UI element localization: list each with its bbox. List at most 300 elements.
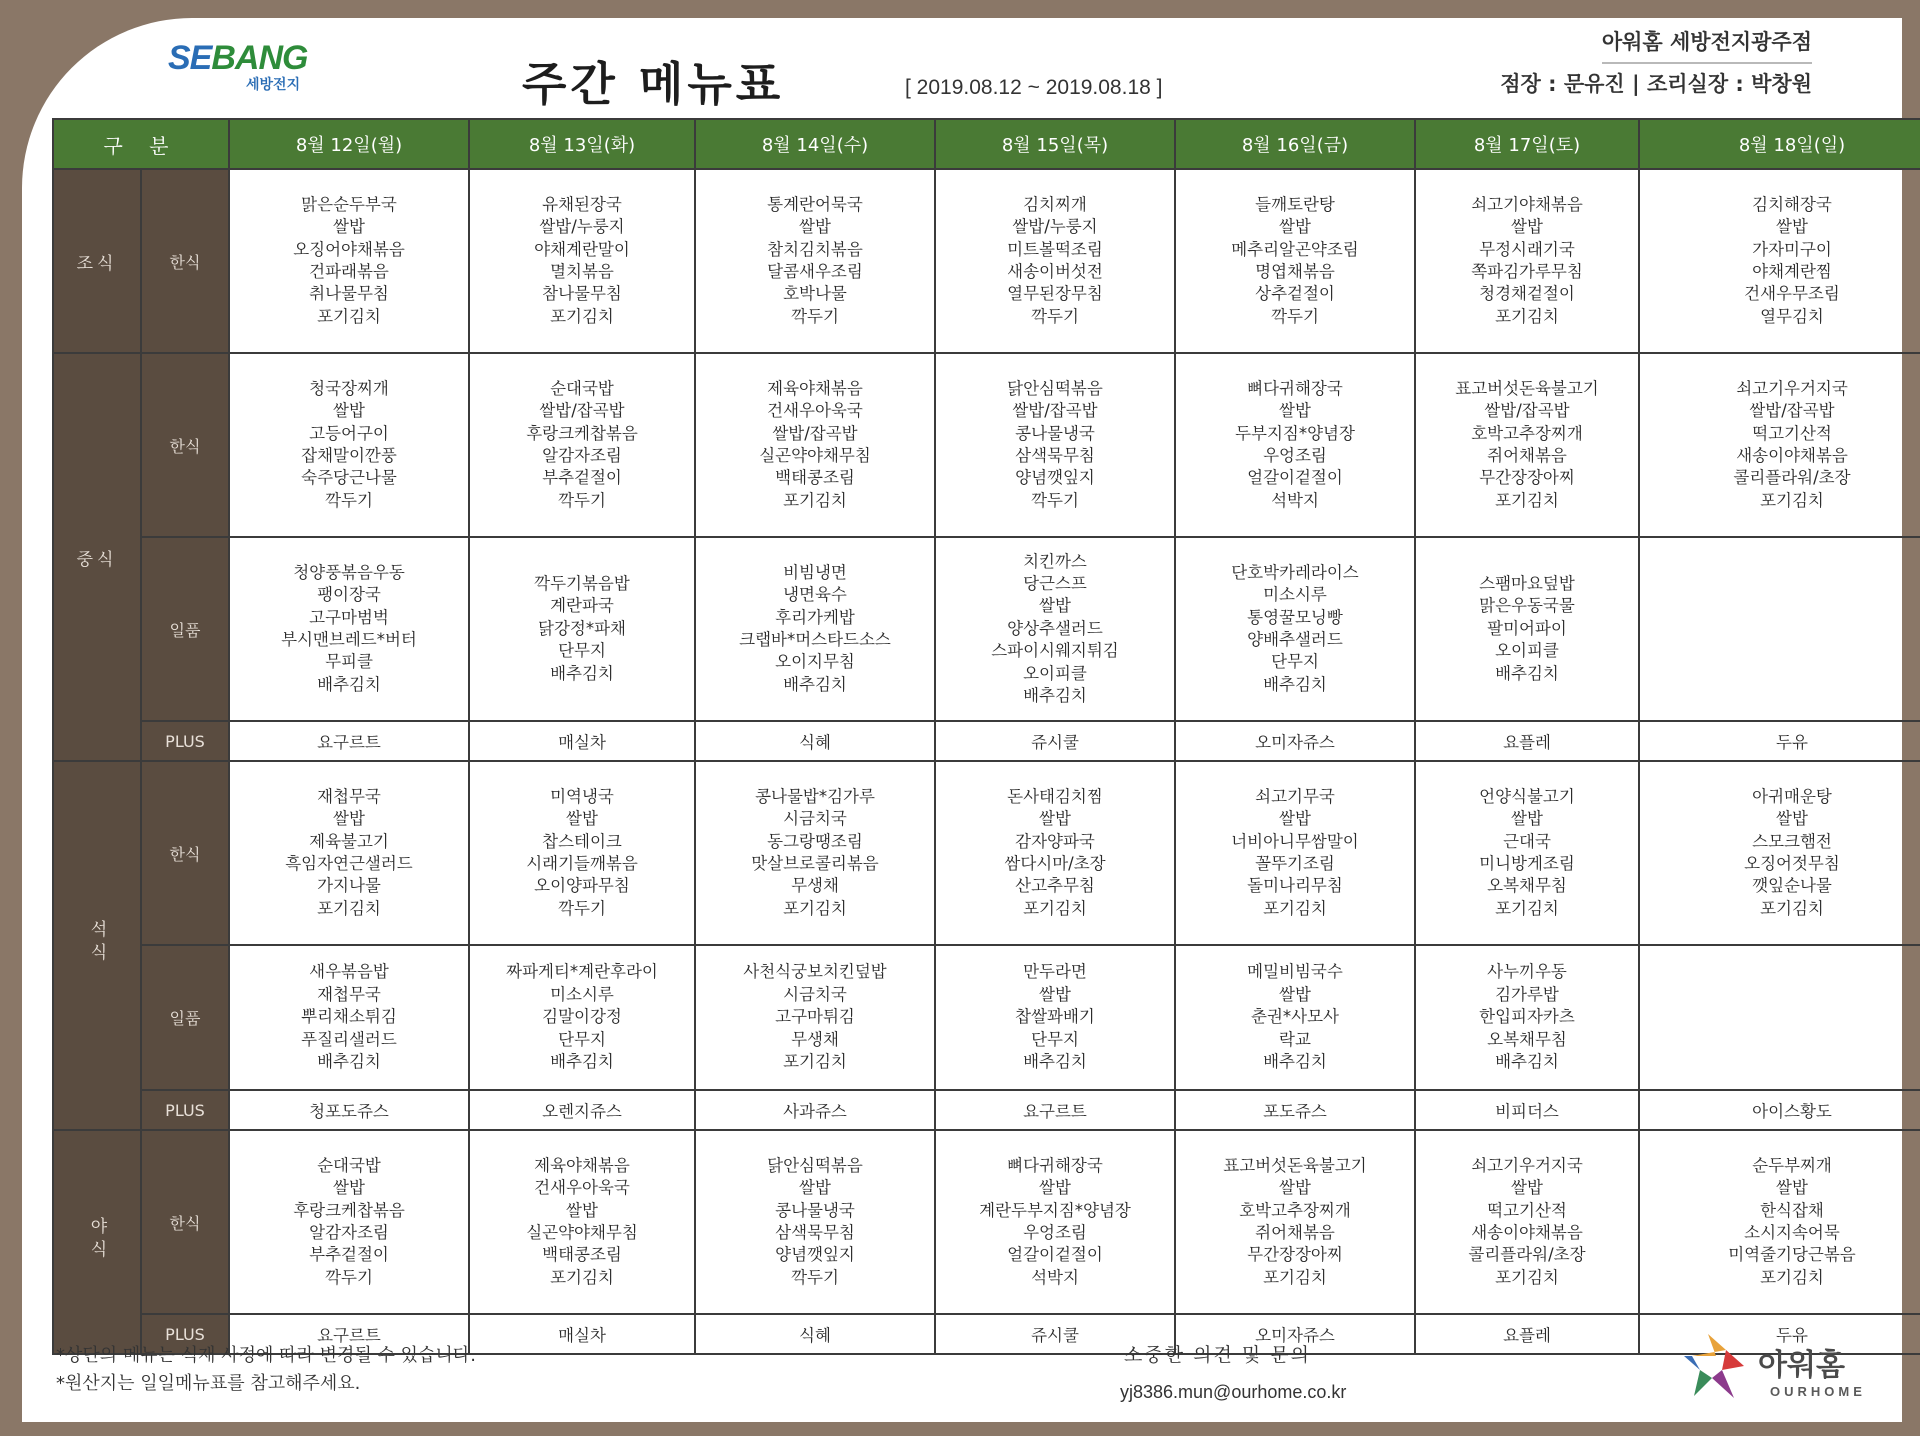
plus-item: 사과쥬스 xyxy=(695,1090,935,1130)
menu-item: 오복채무침 xyxy=(1487,876,1567,896)
contact-title: 소중한 의견 및 문의 xyxy=(1124,1344,1311,1366)
date-range: [ 2019.08.12 ~ 2019.08.18 ] xyxy=(905,76,1163,99)
plus-item: 오렌지쥬스 xyxy=(469,1090,695,1130)
menu-item: 호박나물 xyxy=(783,284,847,304)
menu-cell xyxy=(1415,169,1639,353)
menu-cell xyxy=(1175,353,1415,537)
menu-item: 깍두기 xyxy=(1031,306,1079,326)
menu-item: 쇠고기우거지국 xyxy=(1736,378,1848,398)
menu-item: 뼈다귀해장국 xyxy=(1247,378,1343,398)
menu-item: 포기김치 xyxy=(1760,490,1824,510)
menu-item: 포기김치 xyxy=(783,1052,847,1072)
plus-item: 청포도쥬스 xyxy=(229,1090,469,1130)
menu-item: 상추겉절이 xyxy=(1255,284,1335,304)
menu-item: 쌀밥/누룽지 xyxy=(539,217,625,237)
menu-item: 새송이버섯전 xyxy=(1007,262,1103,281)
menu-item: 배추김치 xyxy=(550,1052,614,1072)
menu-cell xyxy=(935,1130,1175,1314)
menu-item: 쌀밥 xyxy=(333,217,365,237)
menu-item: 깍두기 xyxy=(325,490,373,510)
menu-item: 오징어젓무침 xyxy=(1744,854,1840,873)
menu-item: 깍두기 xyxy=(1271,306,1319,326)
menu-cell xyxy=(229,537,469,721)
menu-item: 포기김치 xyxy=(783,490,847,510)
menu-item: 배추김치 xyxy=(1495,1052,1559,1072)
menu-item: 실곤약야채무침 xyxy=(759,446,871,465)
menu-item: 배추김치 xyxy=(1495,663,1559,683)
menu-item: 쌀밥/잡곡밥 xyxy=(1012,401,1098,421)
menu-item: 쥐어채볶음 xyxy=(1487,446,1567,465)
menu-item: 무간장장아찌 xyxy=(1247,1245,1343,1265)
menu-cell xyxy=(1415,761,1639,945)
menu-item: 한식잡채 xyxy=(1760,1200,1824,1220)
menu-item: 락교 xyxy=(1279,1029,1311,1049)
plus-item: 매실차 xyxy=(469,1314,695,1354)
type-label-korean: 한식 xyxy=(141,761,229,945)
menu-item: 배추김치 xyxy=(1263,1052,1327,1072)
menu-item: 청경채겉절이 xyxy=(1479,284,1575,304)
menu-item: 통영꿀모닝빵 xyxy=(1247,607,1343,627)
menu-item: 배추김치 xyxy=(317,1052,381,1072)
menu-cell xyxy=(695,537,935,721)
menu-item: 쌀밥 xyxy=(1279,1178,1311,1198)
menu-item: 쌀밥 xyxy=(566,1200,598,1220)
type-label-plus: PLUS xyxy=(141,1090,229,1130)
plus-item: 요구르트 xyxy=(229,721,469,761)
logo-accent: SE xyxy=(168,39,212,77)
menu-item: 건새우무조림 xyxy=(1744,284,1840,304)
menu-item: 부시맨브레드*버터 xyxy=(281,630,417,649)
menu-item: 새우볶음밥 xyxy=(309,962,389,982)
menu-item: 취나물무침 xyxy=(309,284,389,304)
menu-item: 콩나물밥*김가루 xyxy=(755,786,875,806)
menu-item: 쌀밥 xyxy=(566,809,598,829)
menu-item: 언양식불고기 xyxy=(1479,786,1575,806)
menu-item: 호박고추장찌개 xyxy=(1239,1200,1351,1220)
menu-item: 포기김치 xyxy=(317,898,381,918)
type-label-korean: 한식 xyxy=(141,353,229,537)
lunch-korean-row xyxy=(53,353,1920,537)
menu-cell xyxy=(695,169,935,353)
type-label-plus: PLUS xyxy=(141,1314,229,1354)
menu-item: 찹쌀꽈배기 xyxy=(1015,1007,1095,1027)
plus-item: 쥬시쿨 xyxy=(935,721,1175,761)
menu-cell xyxy=(935,169,1175,353)
meal-label-breakfast: 조식 xyxy=(53,169,141,353)
lunch-special-row xyxy=(53,537,1920,721)
dinner-korean-row xyxy=(53,761,1920,945)
plus-item: 두유 xyxy=(1639,721,1920,761)
menu-item: 건새우아욱국 xyxy=(767,401,863,421)
menu-item: 오이피클 xyxy=(1495,641,1559,661)
menu-item: 산고추무침 xyxy=(1015,876,1095,896)
menu-item: 당근스프 xyxy=(1023,573,1087,593)
menu-item: 쌀밥/잡곡밥 xyxy=(1749,401,1835,421)
menu-item: 쌀밥 xyxy=(1039,596,1071,616)
menu-item: 두부지짐*양념장 xyxy=(1235,423,1355,443)
plus-item: 쥬시쿨 xyxy=(935,1314,1175,1354)
night-korean-row xyxy=(53,1130,1920,1314)
menu-item: 메추리알곤약조림 xyxy=(1231,239,1359,259)
menu-item: 후랑크케찹볶음 xyxy=(526,423,638,443)
note-line: *상단의 메뉴는 식재 사정에 따라 변경될 수 있습니다. xyxy=(56,1345,476,1366)
menu-item: 오이피클 xyxy=(1023,663,1087,683)
menu-item: 야채계란말이 xyxy=(534,239,630,259)
menu-item: 쌀밥 xyxy=(799,1178,831,1198)
menu-cell xyxy=(469,169,695,353)
menu-item: 포기김치 xyxy=(1495,898,1559,918)
weekly-menu-table xyxy=(52,118,1920,1355)
ourhome-star-icon xyxy=(1682,1326,1752,1406)
menu-item: 닭강정*파채 xyxy=(538,618,626,638)
menu-item: 쌀밥 xyxy=(1511,217,1543,237)
menu-item: 잡채말이깐풍 xyxy=(301,446,397,465)
menu-item: 삼색묵무침 xyxy=(1015,446,1095,465)
menu-item: 돈사태김치찜 xyxy=(1007,786,1103,806)
type-label-special: 일품 xyxy=(141,945,229,1090)
menu-item: 닭안심떡볶음 xyxy=(1007,378,1103,398)
menu-cell xyxy=(1175,537,1415,721)
menu-item: 쪽파김가루무침 xyxy=(1471,262,1583,281)
type-label-korean: 한식 xyxy=(141,169,229,353)
menu-item: 재첩무국 xyxy=(317,786,381,806)
menu-item: 메밀비빔국수 xyxy=(1247,962,1343,982)
menu-item: 고구마범벅 xyxy=(309,607,389,627)
menu-item: 쌀밥 xyxy=(333,1178,365,1198)
menu-item: 석박지 xyxy=(1031,1267,1079,1287)
menu-item: 쌀밥 xyxy=(799,217,831,237)
menu-item: 비빔냉면 xyxy=(783,562,847,582)
type-label-special: 일품 xyxy=(141,537,229,721)
day-header: 8월 18일(일) xyxy=(1639,119,1920,169)
menu-item: 포기김치 xyxy=(317,306,381,326)
menu-item: 제육야채볶음 xyxy=(534,1155,630,1175)
menu-item: 짜파게티*계란후라이 xyxy=(506,962,658,982)
menu-item: 통계란어묵국 xyxy=(767,194,863,214)
menu-item: 깍두기 xyxy=(791,1267,839,1287)
menu-item: 포기김치 xyxy=(1023,898,1087,918)
menu-item: 고구마튀김 xyxy=(775,1007,855,1027)
menu-item: 시래기들깨볶음 xyxy=(526,854,638,873)
menu-item: 쌀밥 xyxy=(1279,217,1311,237)
menu-cell xyxy=(1639,353,1920,537)
menu-item: 푸질리샐러드 xyxy=(301,1029,397,1049)
ourhome-brand-korean: 아워홈 xyxy=(1758,1348,1845,1383)
menu-item: 쌀밥 xyxy=(1511,809,1543,829)
menu-cell xyxy=(1639,537,1920,721)
ourhome-brand-english: OURHOME xyxy=(1770,1384,1866,1399)
menu-item: 뼈다귀해장국 xyxy=(1007,1155,1103,1175)
menu-item: 후리가케밥 xyxy=(775,607,855,627)
menu-item: 소시지속어묵 xyxy=(1744,1223,1840,1242)
menu-cell xyxy=(1415,1130,1639,1314)
menu-item: 고등어구이 xyxy=(309,423,389,443)
menu-item: 동그랑땡조림 xyxy=(767,831,863,851)
menu-item: 스모크햄전 xyxy=(1752,831,1832,851)
menu-cell xyxy=(1639,761,1920,945)
menu-item: 떡고기산적 xyxy=(1752,423,1832,443)
menu-item: 돌미나리무침 xyxy=(1247,876,1343,896)
menu-item: 야채계란찜 xyxy=(1752,262,1832,281)
menu-item: 김치해장국 xyxy=(1752,194,1832,214)
menu-item: 참나물무침 xyxy=(542,284,622,304)
menu-item: 만두라면 xyxy=(1023,962,1087,982)
menu-item: 단무지 xyxy=(1271,652,1319,672)
menu-item: 포기김치 xyxy=(1263,898,1327,918)
menu-item: 표고버섯돈육불고기 xyxy=(1223,1155,1367,1175)
menu-item: 김가루밥 xyxy=(1495,984,1559,1004)
day-header: 8월 14일(수) xyxy=(695,119,935,169)
plus-item: 아이스황도 xyxy=(1639,1090,1920,1130)
menu-item: 무생채 xyxy=(791,876,839,896)
day-header: 8월 12일(월) xyxy=(229,119,469,169)
menu-item: 무정시래기국 xyxy=(1479,239,1575,259)
menu-item: 크랩바*머스타드소스 xyxy=(739,630,891,649)
menu-item: 양념깻잎지 xyxy=(775,1245,855,1265)
plus-item: 매실차 xyxy=(469,721,695,761)
menu-item: 쌀밥/잡곡밥 xyxy=(539,401,625,421)
menu-item: 배추김치 xyxy=(783,674,847,694)
menu-item: 시금치국 xyxy=(783,809,847,829)
menu-item: 스파이시웨지튀김 xyxy=(991,641,1119,661)
plus-item: 요구르트 xyxy=(935,1090,1175,1130)
menu-item: 순대국밥 xyxy=(317,1155,381,1175)
menu-item: 미역줄기당근볶음 xyxy=(1728,1245,1856,1265)
menu-item: 쌀밥/잡곡밥 xyxy=(1484,401,1570,421)
menu-item: 깍두기 xyxy=(325,1267,373,1287)
menu-item: 부추겉절이 xyxy=(309,1245,389,1265)
menu-item: 열무된장무침 xyxy=(1007,284,1103,304)
menu-item: 쌈다시마/초장 xyxy=(1004,854,1106,873)
menu-item: 유채된장국 xyxy=(542,194,622,214)
menu-item: 감자양파국 xyxy=(1015,831,1095,851)
menu-item: 쌀밥 xyxy=(1511,1178,1543,1198)
menu-item: 실곤약야채무침 xyxy=(526,1223,638,1242)
menu-item: 시금치국 xyxy=(783,984,847,1004)
menu-item: 멸치볶음 xyxy=(550,262,614,281)
menu-item: 양배추샐러드 xyxy=(1247,630,1343,649)
menu-item: 냉면육수 xyxy=(783,585,847,605)
menu-item: 오징어야채볶음 xyxy=(293,239,405,259)
menu-item: 포기김치 xyxy=(550,1267,614,1287)
menu-item: 삼색묵무침 xyxy=(775,1223,855,1242)
menu-item: 꼴뚜기조림 xyxy=(1255,854,1335,873)
menu-item: 한입피자카츠 xyxy=(1479,1007,1575,1027)
menu-cell xyxy=(469,1130,695,1314)
menu-item: 양상추샐러드 xyxy=(1007,618,1103,638)
menu-item: 쇠고기무국 xyxy=(1255,786,1335,806)
menu-item: 쌀밥 xyxy=(1279,401,1311,421)
type-label-plus: PLUS xyxy=(141,721,229,761)
menu-item: 참치김치볶음 xyxy=(767,239,863,259)
menu-item: 제육불고기 xyxy=(309,831,389,851)
menu-item: 콜리플라워/초장 xyxy=(1468,1245,1586,1265)
menu-cell xyxy=(1639,1130,1920,1314)
day-header: 8월 13일(화) xyxy=(469,119,695,169)
menu-item: 무간장장아찌 xyxy=(1479,468,1575,488)
menu-item: 오이지무침 xyxy=(775,652,855,672)
menu-item: 쌀밥 xyxy=(1039,984,1071,1004)
menu-item: 깻잎순나물 xyxy=(1752,876,1832,896)
menu-item: 쌀밥 xyxy=(333,401,365,421)
menu-item: 사누끼우동 xyxy=(1487,962,1567,982)
menu-item: 열무김치 xyxy=(1760,306,1824,326)
contact-email[interactable]: yj8386.mun@ourhome.co.kr xyxy=(1120,1382,1347,1402)
menu-item: 맑은순두부국 xyxy=(301,194,397,214)
plus-item: 요플레 xyxy=(1415,1314,1639,1354)
menu-item: 우엉조림 xyxy=(1263,446,1327,465)
menu-cell xyxy=(229,353,469,537)
menu-cell xyxy=(1415,945,1639,1090)
menu-item: 아귀매운탕 xyxy=(1752,786,1832,806)
menu-item: 단무지 xyxy=(1031,1029,1079,1049)
menu-item: 김치찌개 xyxy=(1023,194,1087,214)
menu-item: 계란두부지짐*양념장 xyxy=(979,1200,1131,1220)
menu-cell xyxy=(229,1130,469,1314)
menu-item: 숙주당근나물 xyxy=(301,468,397,488)
logo-rest: BANG xyxy=(211,39,308,77)
menu-item: 건파래볶음 xyxy=(309,262,389,281)
table-header-row xyxy=(53,119,1920,169)
menu-item: 건새우아욱국 xyxy=(534,1178,630,1198)
menu-item: 배추김치 xyxy=(317,674,381,694)
menu-item: 백태콩조림 xyxy=(542,1245,622,1265)
breakfast-korean-row xyxy=(53,169,1920,353)
menu-item: 포기김치 xyxy=(1263,1267,1327,1287)
menu-item: 쌀밥/누룽지 xyxy=(1012,217,1098,237)
menu-item: 배추김치 xyxy=(1023,686,1087,706)
menu-item: 얼갈이겉절이 xyxy=(1007,1245,1103,1265)
menu-item: 쌀밥 xyxy=(1776,1178,1808,1198)
menu-item: 청양풍볶음우동 xyxy=(293,562,405,582)
menu-item: 순두부찌개 xyxy=(1752,1155,1832,1175)
plus-item: 오미자쥬스 xyxy=(1175,1314,1415,1354)
menu-item: 후랑크케찹볶음 xyxy=(293,1200,405,1220)
menu-item: 맑은우동국물 xyxy=(1479,596,1575,616)
menu-item: 쌀밥 xyxy=(1039,1178,1071,1198)
menu-item: 떡고기산적 xyxy=(1487,1200,1567,1220)
menu-item: 콜리플라워/초장 xyxy=(1733,468,1851,488)
plus-item: 요구르트 xyxy=(229,1314,469,1354)
menu-item: 백태콩조림 xyxy=(775,468,855,488)
menu-item: 포기김치 xyxy=(1760,1267,1824,1287)
menu-item: 쇠고기야채볶음 xyxy=(1471,194,1583,214)
meal-label-dinner: 석식 xyxy=(53,761,141,1130)
menu-item: 새송이야채볶음 xyxy=(1471,1223,1583,1242)
page-title: 주간 메뉴표 xyxy=(522,57,785,111)
menu-item: 콩나물냉국 xyxy=(775,1200,855,1220)
note-line: *원산지는 일일메뉴표를 참고해주세요. xyxy=(56,1373,361,1394)
menu-cell xyxy=(935,945,1175,1090)
menu-cell xyxy=(1415,353,1639,537)
menu-item: 호박고추장찌개 xyxy=(1471,423,1583,443)
menu-item: 팽이장국 xyxy=(317,585,381,605)
menu-item: 알감자조림 xyxy=(542,446,622,465)
menu-cell xyxy=(935,761,1175,945)
sebang-logo xyxy=(168,40,338,104)
menu-item: 근대국 xyxy=(1503,831,1551,851)
menu-cell xyxy=(695,761,935,945)
plus-item: 비피더스 xyxy=(1415,1090,1639,1130)
menu-item: 깍두기볶음밥 xyxy=(534,573,630,593)
menu-item: 달콤새우조림 xyxy=(767,262,863,281)
menu-item: 미트볼떡조림 xyxy=(1007,239,1103,259)
menu-item: 가자미구이 xyxy=(1752,239,1832,259)
menu-item: 치킨까스 xyxy=(1023,551,1087,571)
menu-item: 쌀밥 xyxy=(1279,809,1311,829)
plus-item: 요플레 xyxy=(1415,721,1639,761)
menu-item: 단무지 xyxy=(558,641,606,661)
menu-item: 제육야채볶음 xyxy=(767,378,863,398)
menu-cell xyxy=(469,761,695,945)
menu-item: 흑임자연근샐러드 xyxy=(285,854,413,873)
menu-item: 쌀밥/잡곡밥 xyxy=(772,423,858,443)
menu-item: 춘권*사모사 xyxy=(1251,1007,1339,1027)
menu-item: 포기김치 xyxy=(783,898,847,918)
menu-cell xyxy=(1639,945,1920,1090)
menu-item: 무피클 xyxy=(325,652,373,672)
menu-cell xyxy=(935,537,1175,721)
menu-item: 포기김치 xyxy=(1495,490,1559,510)
day-header: 8월 16일(금) xyxy=(1175,119,1415,169)
menu-item: 계란파국 xyxy=(550,596,614,616)
menu-item: 배추김치 xyxy=(1023,1052,1087,1072)
menu-item: 사천식궁보치킨덮밥 xyxy=(743,962,887,982)
menu-cell xyxy=(229,169,469,353)
menu-item: 쌀밥 xyxy=(1279,984,1311,1004)
menu-cell xyxy=(935,353,1175,537)
menu-item: 쌀밥 xyxy=(1776,809,1808,829)
menu-item: 찹스테이크 xyxy=(542,831,622,851)
menu-item: 오복채무침 xyxy=(1487,1029,1567,1049)
menu-item: 단호박카레라이스 xyxy=(1231,562,1359,582)
plus-item: 오미자쥬스 xyxy=(1175,721,1415,761)
menu-item: 알감자조림 xyxy=(309,1223,389,1242)
menu-item: 미니방게조림 xyxy=(1479,854,1575,873)
sebang-logo-subtitle: 세방전지 xyxy=(246,77,301,93)
menu-item: 배추김치 xyxy=(1263,674,1327,694)
sebang-logo-text xyxy=(168,40,338,76)
menu-item: 뿌리채소튀김 xyxy=(301,1007,397,1027)
category-header: 구 분 xyxy=(53,119,229,169)
staff-info: 점장 : 문유진 | 조리실장 : 박창원 xyxy=(1500,72,1812,96)
menu-cell xyxy=(1175,169,1415,353)
menu-item: 미역냉국 xyxy=(550,786,614,806)
dinner-plus-row xyxy=(53,1090,1920,1130)
menu-item: 표고버섯돈육불고기 xyxy=(1455,378,1599,398)
ourhome-logo xyxy=(1682,1326,1882,1412)
meal-label-lunch: 중식 xyxy=(53,353,141,761)
menu-cell xyxy=(1175,945,1415,1090)
plus-item: 식혜 xyxy=(695,721,935,761)
lunch-plus-row xyxy=(53,721,1920,761)
menu-item: 부추겉절이 xyxy=(542,468,622,488)
menu-item: 너비아니무쌈말이 xyxy=(1231,831,1359,851)
meal-label-night: 야식 xyxy=(53,1130,141,1354)
menu-item: 미소시루 xyxy=(1263,585,1327,605)
plus-item: 두유 xyxy=(1639,1314,1920,1354)
menu-item: 팔미어파이 xyxy=(1487,618,1567,638)
menu-item: 포기김치 xyxy=(1760,898,1824,918)
menu-item: 콩나물냉국 xyxy=(1015,423,1095,443)
menu-cell xyxy=(1175,761,1415,945)
menu-cell xyxy=(695,353,935,537)
menu-cell xyxy=(469,537,695,721)
menu-item: 쇠고기우거지국 xyxy=(1471,1155,1583,1175)
menu-item: 재첩무국 xyxy=(317,984,381,1004)
menu-item: 가지나물 xyxy=(317,876,381,896)
menu-item: 쥐어채볶음 xyxy=(1255,1223,1335,1242)
